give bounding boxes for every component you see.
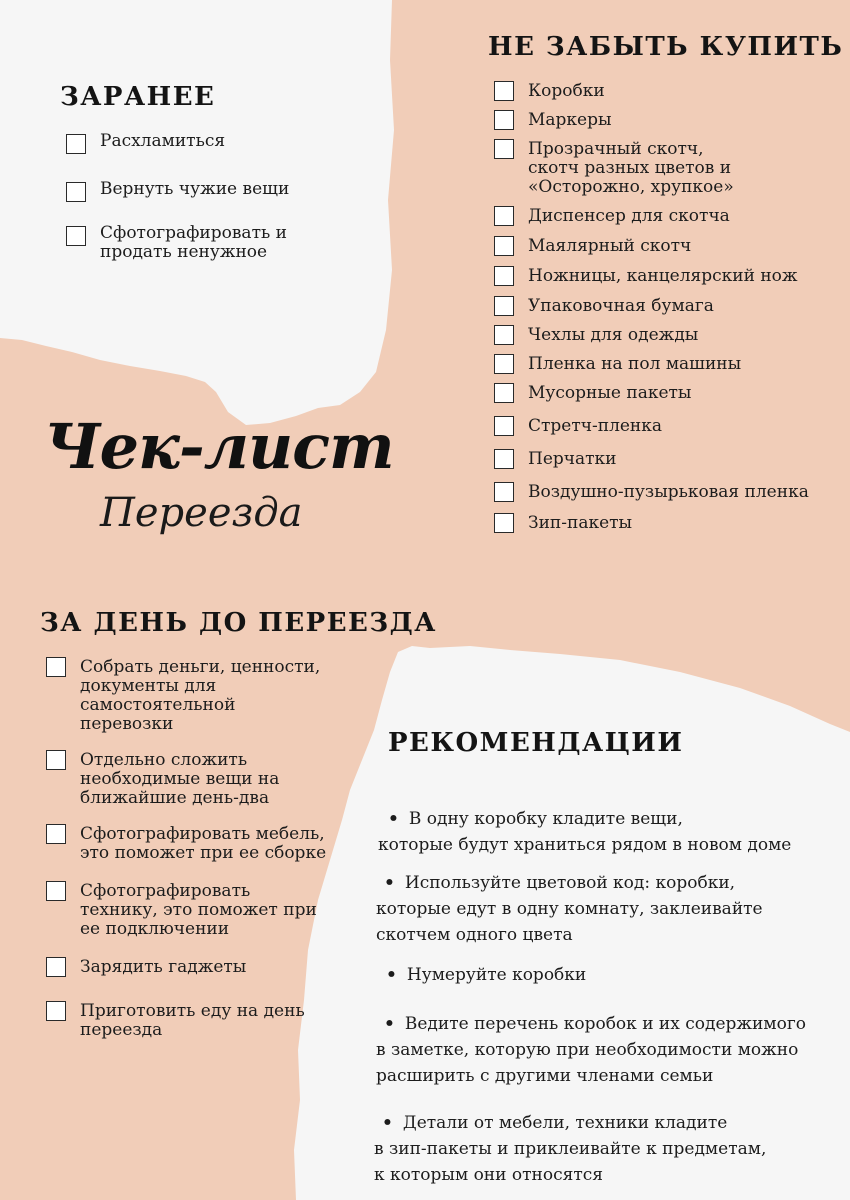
buy-item-3[interactable] xyxy=(494,140,734,197)
buy-item-label: Маркеры xyxy=(528,110,612,130)
day-before-item-label: Отдельно сложить необходимые вещи на ближайшие день-два xyxy=(80,750,280,808)
bullet-icon: • xyxy=(382,1113,393,1133)
buy-item-label: Пленка на пол машины xyxy=(528,354,742,374)
checkbox[interactable] xyxy=(46,657,66,677)
day-before-item-label: Сфотографировать мебель, это поможет при ее сборке xyxy=(80,824,327,863)
checkbox[interactable] xyxy=(66,182,86,202)
buy-item-label: Перчатки xyxy=(528,449,617,469)
buy-item-14[interactable] xyxy=(494,514,632,533)
day-before-item-label: Приготовить еду на день переезда xyxy=(80,1001,305,1040)
advance-item-1[interactable] xyxy=(66,132,225,154)
page-title: Чек-лист xyxy=(44,410,394,483)
buy-item-label: Упаковочная бумага xyxy=(528,296,714,316)
checkbox[interactable] xyxy=(494,139,514,159)
day-before-heading: ЗА ДЕНЬ ДО ПЕРЕЕЗДА xyxy=(40,608,437,638)
buy-item-5[interactable] xyxy=(494,237,691,256)
recommendations-heading: РЕКОМЕНДАЦИИ xyxy=(388,728,684,758)
checkbox[interactable] xyxy=(66,226,86,246)
checkbox[interactable] xyxy=(494,383,514,403)
checkbox[interactable] xyxy=(66,134,86,154)
checkbox[interactable] xyxy=(494,110,514,130)
checkbox[interactable] xyxy=(494,449,514,469)
advance-item-label: Вернуть чужие вещи xyxy=(100,179,290,199)
buy-item-6[interactable] xyxy=(494,267,798,286)
recommendation-text: Детали от мебели, техники кладите в зип-пакеты и приклеивайте к предметам, к которым они относятся xyxy=(374,1113,767,1185)
page-subtitle: Переезда xyxy=(100,490,303,536)
buy-heading: НЕ ЗАБЫТЬ КУПИТЬ xyxy=(488,32,844,62)
recommendation-item-5 xyxy=(374,1084,766,1188)
recommendation-text: Нумеруйте коробки xyxy=(406,965,587,985)
checkbox[interactable] xyxy=(46,957,66,977)
checkbox[interactable] xyxy=(494,206,514,226)
checkbox[interactable] xyxy=(494,266,514,286)
day-before-item-2[interactable] xyxy=(46,751,279,808)
buy-item-7[interactable] xyxy=(494,297,714,316)
day-before-item-label: Зарядить гаджеты xyxy=(80,957,247,977)
day-before-item-label: Собрать деньги, ценности, документы для самостоятельной перевозки xyxy=(80,657,321,734)
bullet-icon: • xyxy=(384,873,395,893)
buy-item-2[interactable] xyxy=(494,111,612,130)
buy-item-10[interactable] xyxy=(494,384,691,403)
buy-item-label: Ножницы, канцелярский нож xyxy=(528,266,798,286)
buy-item-12[interactable] xyxy=(494,450,617,469)
buy-item-label: Стретч-пленка xyxy=(528,416,663,436)
day-before-item-label: Сфотографировать технику, это поможет при ее подключении xyxy=(80,881,317,939)
buy-item-label: Мусорные пакеты xyxy=(528,383,692,403)
advance-item-3[interactable] xyxy=(66,224,287,262)
checkbox[interactable] xyxy=(494,416,514,436)
buy-item-label: Чехлы для одежды xyxy=(528,325,699,345)
advance-item-2[interactable] xyxy=(66,180,289,202)
bullet-icon: • xyxy=(388,809,399,829)
recommendation-text: Ведите перечень коробок и их содержимого в заметке, которую при необходимости можно расширить с другими членами семьи xyxy=(376,1014,806,1086)
torn-paper-top-left xyxy=(0,0,394,425)
day-before-item-5[interactable] xyxy=(46,958,246,977)
buy-item-label: Диспенсер для скотча xyxy=(528,206,730,226)
buy-item-8[interactable] xyxy=(494,326,698,345)
buy-item-label: Маялярный скотч xyxy=(528,236,692,256)
buy-item-label: Зип-пакеты xyxy=(528,513,633,533)
advance-heading: ЗАРАНЕЕ xyxy=(60,82,216,112)
buy-item-label: Воздушно-пузырьковая пленка xyxy=(528,482,809,502)
checkbox[interactable] xyxy=(46,824,66,844)
recommendation-text: В одну коробку кладите вещи, которые будут храниться рядом в новом доме xyxy=(378,809,792,855)
checkbox[interactable] xyxy=(494,354,514,374)
checkbox[interactable] xyxy=(46,881,66,901)
recommendation-item-2 xyxy=(376,844,763,948)
advance-item-label: Сфотографировать и продать ненужное xyxy=(100,223,287,262)
bullet-icon: • xyxy=(386,965,397,985)
buy-item-label: Коробки xyxy=(528,81,605,101)
checkbox[interactable] xyxy=(494,325,514,345)
recommendation-item-4 xyxy=(376,985,806,1089)
buy-item-1[interactable] xyxy=(494,82,605,101)
checkbox[interactable] xyxy=(494,81,514,101)
day-before-item-6[interactable] xyxy=(46,1002,305,1040)
buy-item-label: Прозрачный скотч, скотч разных цветов и «Осторожно, хрупкое» xyxy=(528,139,734,197)
advance-item-label: Расхламиться xyxy=(100,131,226,151)
recommendation-text: Используйте цветовой код: коробки, которые едут в одну комнату, заклеивайте скотчем одного цвета xyxy=(376,873,763,945)
buy-item-11[interactable] xyxy=(494,417,662,436)
checkbox[interactable] xyxy=(494,482,514,502)
bullet-icon: • xyxy=(384,1014,395,1034)
day-before-item-1[interactable] xyxy=(46,658,320,734)
checkbox[interactable] xyxy=(494,296,514,316)
buy-item-9[interactable] xyxy=(494,355,741,374)
checkbox[interactable] xyxy=(46,750,66,770)
day-before-item-3[interactable] xyxy=(46,825,326,863)
checkbox[interactable] xyxy=(494,236,514,256)
checkbox[interactable] xyxy=(494,513,514,533)
buy-item-13[interactable] xyxy=(494,483,809,502)
buy-item-4[interactable] xyxy=(494,207,730,226)
day-before-item-4[interactable] xyxy=(46,882,317,939)
recommendation-item-3 xyxy=(386,936,586,988)
checkbox[interactable] xyxy=(46,1001,66,1021)
